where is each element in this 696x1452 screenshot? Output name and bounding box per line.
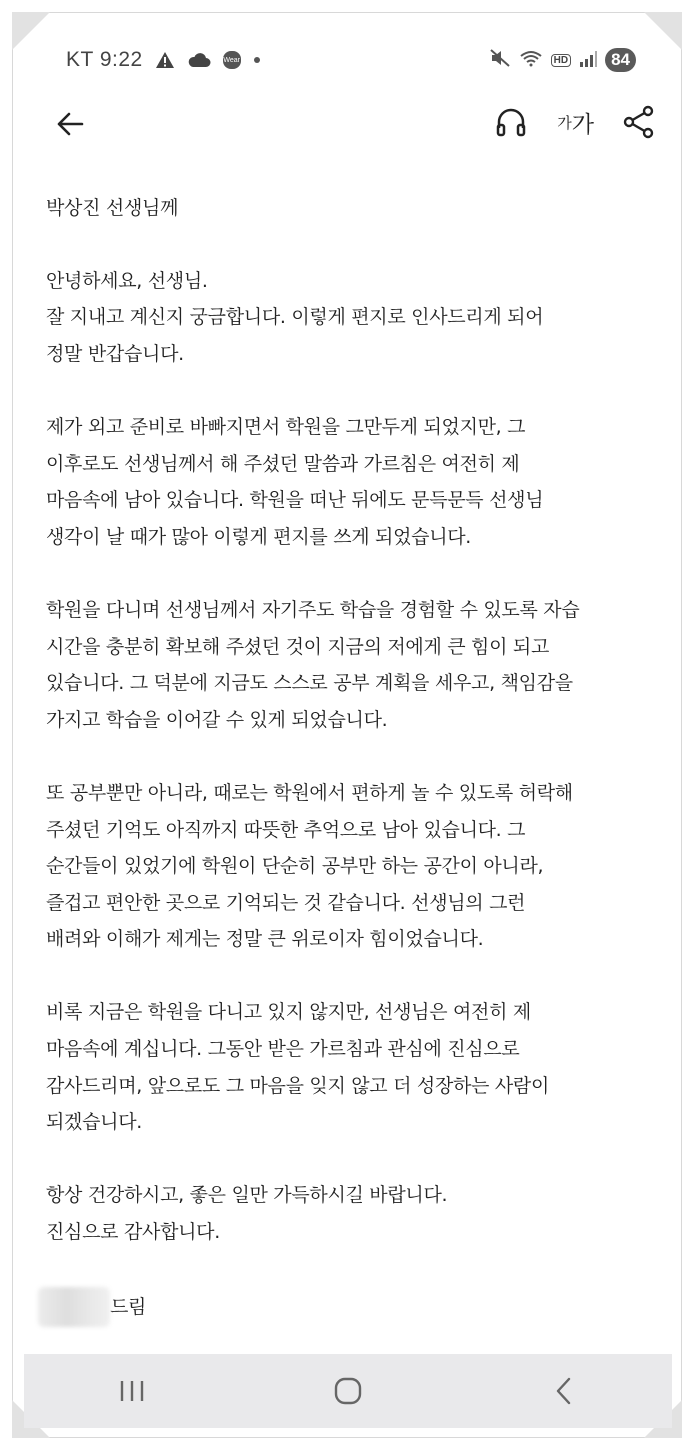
home-icon[interactable] [308, 1361, 388, 1421]
back-nav-icon[interactable] [524, 1361, 604, 1421]
wifi-icon [519, 48, 543, 72]
letter-paragraph: 항상 건강하시고, 좋은 일만 가득하시길 바랍니다. 진심으로 감사합니다. [46, 1184, 448, 1244]
wear-icon: Wear [223, 51, 241, 69]
letter-paragraph: 제가 외고 준비로 바빠지면서 학원을 그만두게 되었지만, 그 이후로도 선생님께서 해 주셨던 말씀과 가르침은 여전히 제 마음속에 남아 있습니다. 학원을 떠난 뒤에도 문득문득 선생님 생각이 날 때가 많아 이렇게 편지를 쓰게 되었습니다. [46, 415, 544, 548]
signal-icon [579, 48, 597, 72]
letter-greeting: 박상진 선생님께 [46, 197, 179, 219]
system-navigation-bar [24, 1354, 672, 1428]
letter-body [46, 190, 656, 1327]
back-arrow-icon[interactable] [52, 106, 88, 142]
share-icon[interactable] [622, 104, 656, 140]
page-curl-corner [12, 12, 50, 50]
letter-paragraph: 학원을 다니며 선생님께서 자기주도 학습을 경험할 수 있도록 자습 시간을 충분히 확보해 주셨던 것이 지금의 저에게 큰 힘이 되고 있습니다. 그 덕분에 지금도 스스로 공부 계획을 세우고, 책임감을 가지고 학습을 이어갈 수 있게 되었습니다. [46, 598, 580, 731]
dot-icon [253, 56, 261, 64]
carrier-name: KT [66, 48, 94, 71]
font-size-large-label: 가 [571, 111, 594, 138]
font-size-small-label: 가 [557, 113, 572, 132]
font-size-button[interactable] [557, 106, 594, 139]
headphones-icon[interactable] [493, 104, 529, 140]
page-curl-corner [644, 12, 682, 50]
letter-paragraph: 또 공부뿐만 아니라, 때로는 학원에서 편하게 놀 수 있도록 허락해 주셨던 기억도 아직까지 따뜻한 추억으로 남아 있습니다. 그 순간들이 있었기에 학원이 단순히 공부만 하는 공간이 아니라, 즐겁고 편안한 곳으로 기억되는 것 같습니다. 선생님의 그런 배려와 이해가 제게는 정말 큰 위로이자 힘이었습니다. [46, 781, 573, 951]
redacted-name [38, 1287, 110, 1327]
clock-time: 9:22 [99, 48, 143, 71]
warning-icon [155, 51, 175, 69]
recent-apps-icon[interactable] [92, 1361, 172, 1421]
signature-suffix: 드림 [110, 1295, 147, 1318]
status-bar [66, 44, 636, 76]
battery-indicator: 84 [605, 48, 636, 72]
letter-paragraph: 안녕하세요, 선생님. 잘 지내고 계신지 궁금합니다. 이렇게 편지로 인사드리게 되어 정말 반갑습니다. [46, 269, 544, 365]
letter-signature [46, 1287, 656, 1327]
carrier-label [66, 48, 143, 72]
cloud-icon [187, 52, 211, 68]
letter-paragraph: 비록 지금은 학원을 다니고 있지 않지만, 선생님은 여전히 제 마음속에 계십니다. 그동안 받은 가르침과 관심에 진심으로 감사드리며, 앞으로도 그 마음을 잊지 않고 더 성장하는 사람이 되겠습니다. [46, 1001, 550, 1134]
mute-icon [489, 48, 511, 73]
app-toolbar [40, 100, 656, 148]
hd-voice-icon: HD [551, 54, 571, 67]
